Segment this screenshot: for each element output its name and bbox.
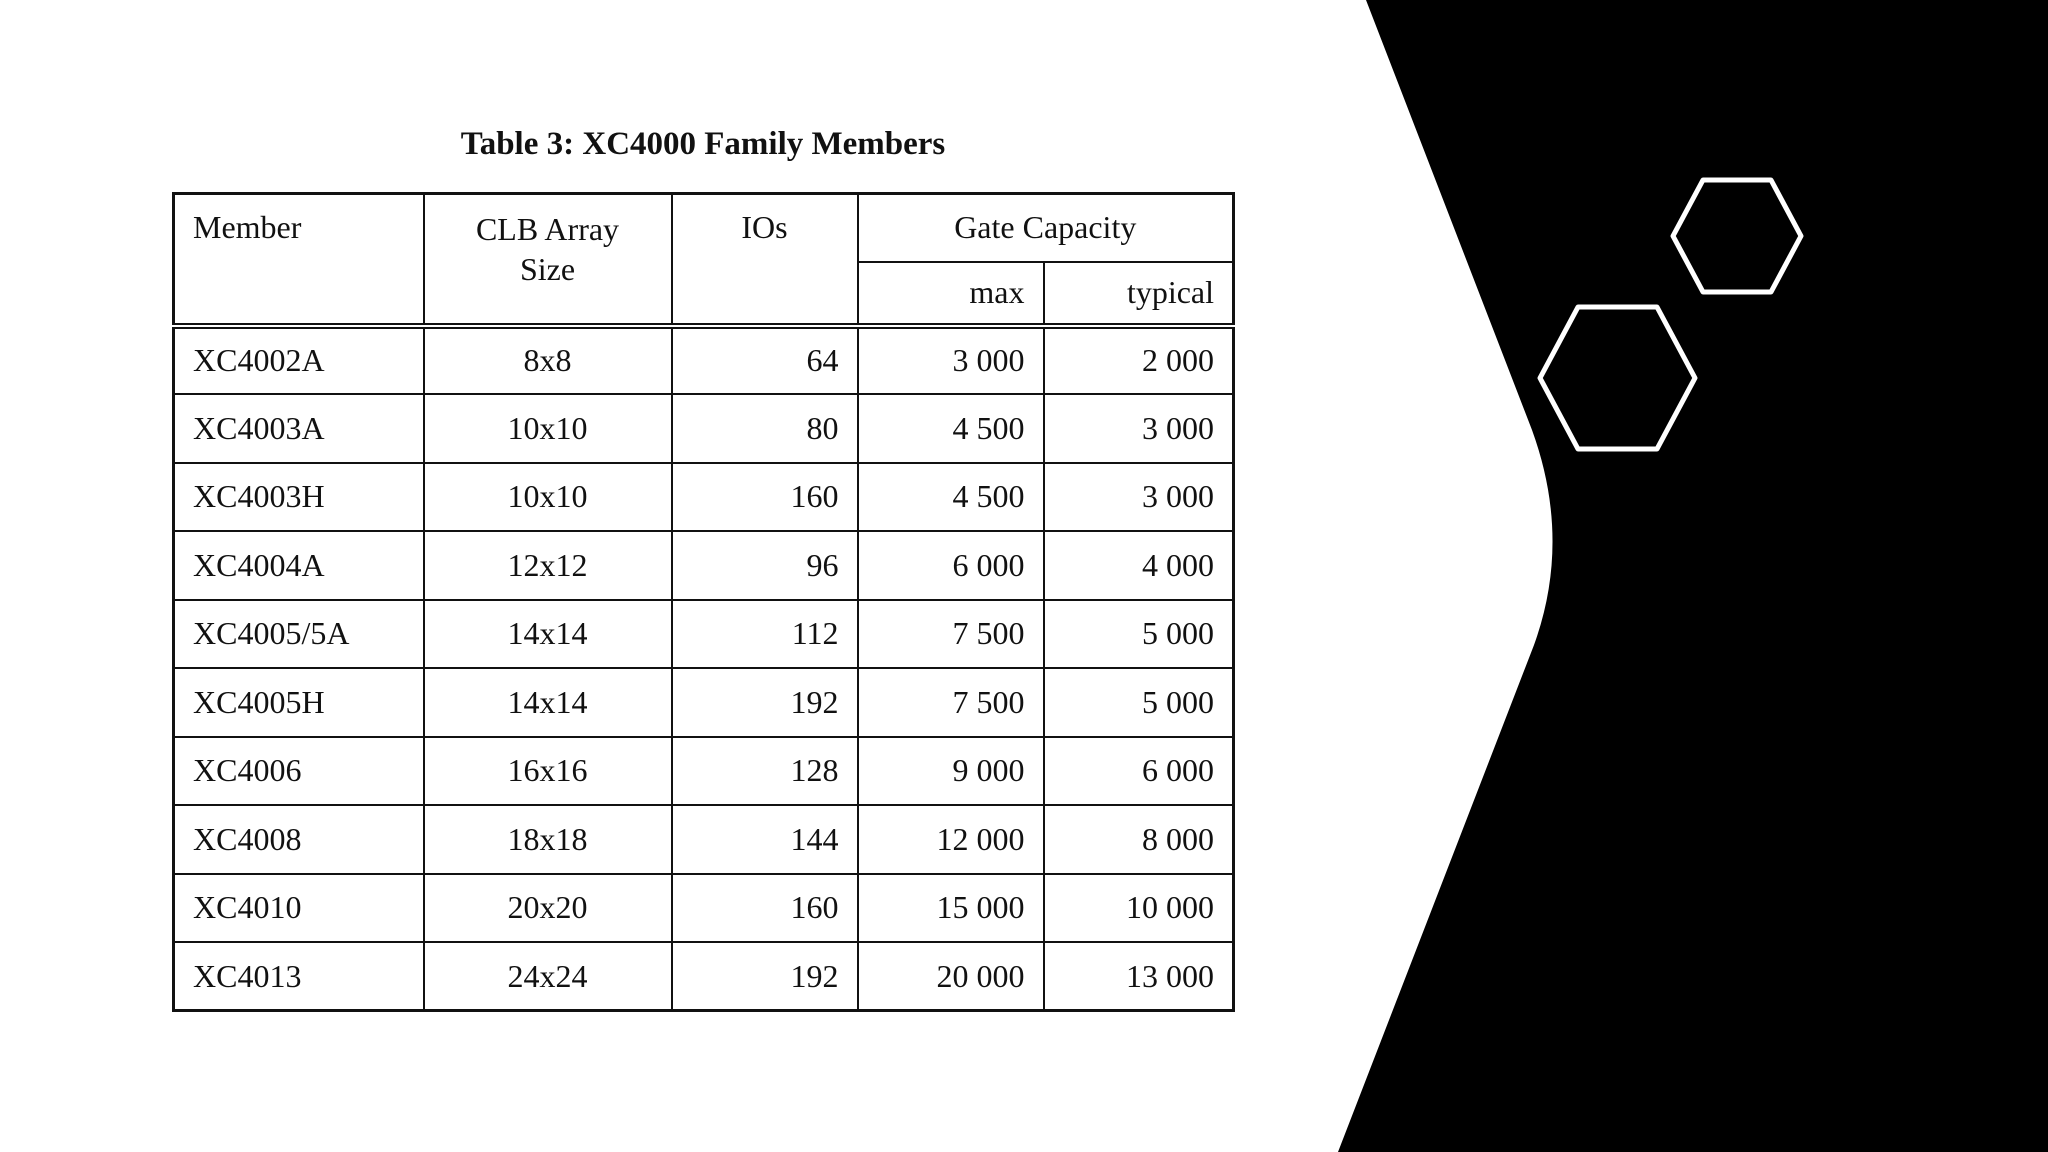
cell-ios: 80: [672, 394, 858, 463]
cell-member: XC4013: [174, 942, 424, 1011]
cell-ios: 112: [672, 600, 858, 669]
cell-gate-typical: 5 000: [1044, 668, 1234, 737]
cell-ios: 64: [672, 326, 858, 395]
table-row: [174, 531, 1234, 600]
header-member: Member: [174, 194, 424, 326]
table-row: [174, 394, 1234, 463]
cell-clb-array-size: 20x20: [424, 874, 672, 943]
cell-gate-max: 4 500: [858, 463, 1044, 532]
cell-clb-array-size: 10x10: [424, 394, 672, 463]
header-ios: IOs: [672, 194, 858, 326]
family-members-table: [172, 192, 1235, 1012]
cell-gate-max: 7 500: [858, 600, 1044, 669]
cell-gate-max: 20 000: [858, 942, 1044, 1011]
cell-gate-max: 4 500: [858, 394, 1044, 463]
cell-gate-typical: 3 000: [1044, 394, 1234, 463]
table-row: [174, 600, 1234, 669]
cell-gate-typical: 3 000: [1044, 463, 1234, 532]
table-header-row: [174, 194, 1234, 262]
cell-member: XC4004A: [174, 531, 424, 600]
table-row: [174, 326, 1234, 395]
cell-gate-max: 3 000: [858, 326, 1044, 395]
cell-gate-max: 7 500: [858, 668, 1044, 737]
cell-gate-typical: 6 000: [1044, 737, 1234, 806]
table-row: [174, 874, 1234, 943]
black-side-panel: [1338, 0, 2048, 1152]
table-row: [174, 805, 1234, 874]
cell-member: XC4005/5A: [174, 600, 424, 669]
cell-member: XC4003A: [174, 394, 424, 463]
cell-clb-array-size: 18x18: [424, 805, 672, 874]
header-clb-array-size: [424, 194, 672, 326]
cell-member: XC4010: [174, 874, 424, 943]
cell-ios: 192: [672, 942, 858, 1011]
cell-gate-typical: 13 000: [1044, 942, 1234, 1011]
table-row: [174, 668, 1234, 737]
cell-clb-array-size: 16x16: [424, 737, 672, 806]
table-row: [174, 463, 1234, 532]
header-typical: typical: [1044, 262, 1234, 326]
cell-ios: 144: [672, 805, 858, 874]
cell-member: XC4008: [174, 805, 424, 874]
cell-ios: 160: [672, 874, 858, 943]
header-clb-line1: CLB Array: [475, 211, 620, 247]
cell-gate-typical: 5 000: [1044, 600, 1234, 669]
cell-ios: 96: [672, 531, 858, 600]
cell-member: XC4003H: [174, 463, 424, 532]
header-clb-line2: Size: [519, 251, 576, 287]
cell-gate-max: 12 000: [858, 805, 1044, 874]
header-max: max: [858, 262, 1044, 326]
cell-member: XC4006: [174, 737, 424, 806]
cell-gate-typical: 10 000: [1044, 874, 1234, 943]
table-row: [174, 942, 1234, 1011]
cell-gate-typical: 8 000: [1044, 805, 1234, 874]
cell-gate-typical: 4 000: [1044, 531, 1234, 600]
cell-member: XC4002A: [174, 326, 424, 395]
cell-gate-max: 9 000: [858, 737, 1044, 806]
cell-gate-typical: 2 000: [1044, 326, 1234, 395]
cell-clb-array-size: 24x24: [424, 942, 672, 1011]
cell-clb-array-size: 14x14: [424, 600, 672, 669]
cell-ios: 128: [672, 737, 858, 806]
cell-clb-array-size: 12x12: [424, 531, 672, 600]
cell-ios: 192: [672, 668, 858, 737]
table-row: [174, 737, 1234, 806]
cell-member: XC4005H: [174, 668, 424, 737]
cell-gate-max: 15 000: [858, 874, 1044, 943]
cell-ios: 160: [672, 463, 858, 532]
cell-gate-max: 6 000: [858, 531, 1044, 600]
table-title: Table 3: XC4000 Family Members: [460, 126, 946, 162]
header-gate-capacity: Gate Capacity: [858, 194, 1234, 262]
cell-clb-array-size: 14x14: [424, 668, 672, 737]
cell-clb-array-size: 8x8: [424, 326, 672, 395]
cell-clb-array-size: 10x10: [424, 463, 672, 532]
